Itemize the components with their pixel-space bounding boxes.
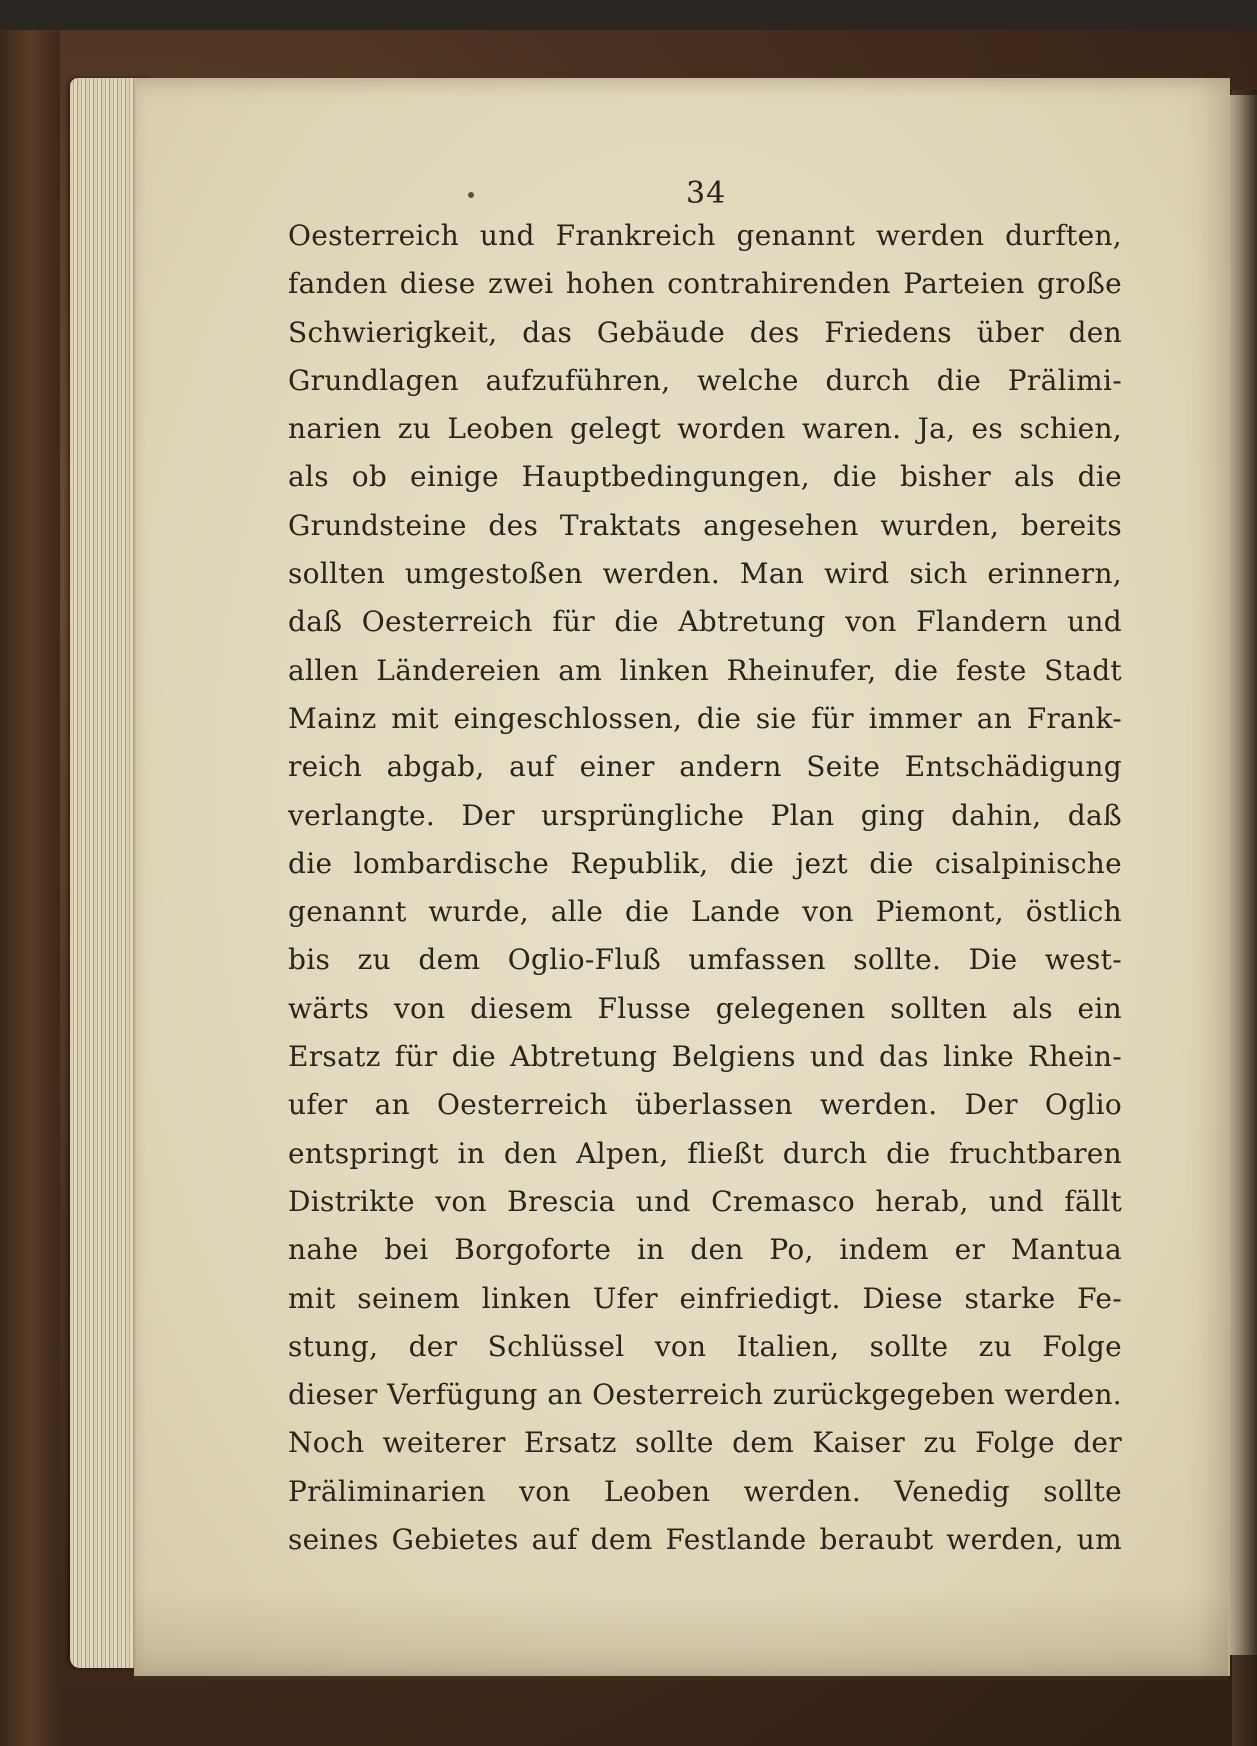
- text-line: Distrikte von Brescia und Cremasco herab, und fällt: [288, 1184, 1122, 1218]
- text-line: bis zu dem Oglio-Fluß umfassen sollte. Die west-: [288, 943, 1122, 977]
- text-line: Grundsteine des Traktats angesehen wurden, bereits: [288, 508, 1122, 542]
- text-line: fanden diese zwei hohen contrahirenden Parteien große: [288, 267, 1122, 301]
- text-line: reich abgab, auf einer andern Seite Entschädigung: [288, 750, 1122, 784]
- page-shadow: [134, 1590, 1228, 1680]
- text-line: dieser Verfügung an Oesterreich zurückgegeben werden.: [288, 1378, 1122, 1412]
- text-line: als ob einige Hauptbedingungen, die bisher als die: [288, 460, 1122, 494]
- text-line: seines Gebietes auf dem Festlande beraubt werden, um: [288, 1523, 1122, 1557]
- text-line: Noch weiterer Ersatz sollte dem Kaiser zu Folge der: [288, 1426, 1122, 1460]
- text-line: die lombardische Republik, die jezt die cisalpinische: [288, 846, 1122, 880]
- page-number: 34: [686, 176, 727, 211]
- text-line: nahe bei Borgoforte in den Po, indem er Mantua: [288, 1233, 1122, 1267]
- text-line: ufer an Oesterreich überlassen werden. Der Oglio: [288, 1088, 1122, 1122]
- text-line: wärts von diesem Flusse gelegenen sollten als ein: [288, 991, 1122, 1025]
- text-line: Grundlagen aufzuführen, welche durch die Prälimi-: [288, 363, 1122, 397]
- body-text: [288, 212, 1122, 1564]
- text-line: entspringt in den Alpen, fließt durch die fruchtbaren: [288, 1136, 1122, 1170]
- text-line: Präliminarien von Leoben werden. Venedig sollte: [288, 1474, 1122, 1508]
- text-line: Ersatz für die Abtretung Belgiens und das linke Rhein-: [288, 1040, 1122, 1074]
- text-line: narien zu Leoben gelegt worden waren. Ja, es schien,: [288, 412, 1122, 446]
- text-line: Schwierigkeit, das Gebäude des Friedens über den: [288, 315, 1122, 349]
- text-line: verlangte. Der ursprüngliche Plan ging dahin, daß: [288, 798, 1122, 832]
- text-line: mit seinem linken Ufer einfriedigt. Diese starke Fe-: [288, 1281, 1122, 1315]
- text-line: sollten umgestoßen werden. Man wird sich erinnern,: [288, 557, 1122, 591]
- ink-speck: [468, 192, 474, 198]
- binding-edge: [0, 30, 60, 1746]
- text-line: Mainz mit eingeschlossen, die sie für immer an Frank-: [288, 701, 1122, 735]
- text-line: genannt wurde, alle die Lande von Piemont, östlich: [288, 895, 1122, 929]
- text-line: stung, der Schlüssel von Italien, sollte zu Folge: [288, 1329, 1122, 1363]
- text-line: allen Ländereien am linken Rheinufer, die feste Stadt: [288, 653, 1122, 687]
- text-line: Oesterreich und Frankreich genannt werden durften,: [288, 219, 1122, 252]
- text-line: daß Oesterreich für die Abtretung von Flandern und: [288, 605, 1122, 639]
